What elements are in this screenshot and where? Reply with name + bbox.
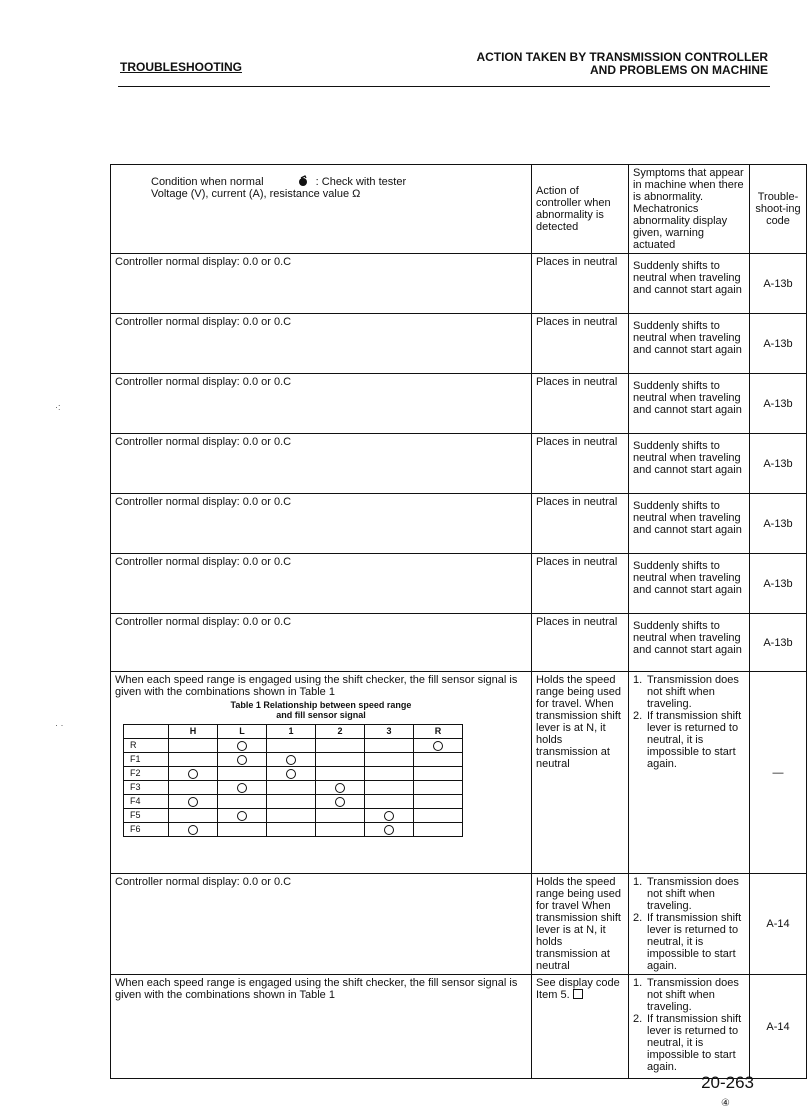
circle-mark-icon (286, 769, 296, 779)
page-number: 20-263 (701, 1073, 754, 1092)
table1-row (124, 823, 463, 837)
speed-range-table (123, 724, 463, 837)
row-code: A-13b (750, 374, 807, 434)
table1-cell (169, 753, 218, 767)
table1-cell (169, 767, 218, 781)
row-code: A-13b (750, 314, 807, 374)
row-condition: Controller normal display: 0.0 or 0.C (111, 494, 532, 554)
row-action (532, 975, 629, 1079)
table1-cell (365, 781, 414, 795)
table1-cell (218, 767, 267, 781)
table1-cell (218, 739, 267, 753)
table-row (111, 975, 807, 1079)
circle-mark-icon (237, 783, 247, 793)
table1-cell (316, 809, 365, 823)
table1-title-line2: and fill sensor signal (276, 710, 366, 720)
row-symptom (629, 874, 750, 975)
table1-row (124, 781, 463, 795)
table1-cell (414, 781, 463, 795)
row-symptom: Suddenly shifts to neutral when traveling and cannot start again (629, 374, 750, 434)
table-row (111, 614, 807, 672)
table1-row-label: R (124, 739, 169, 753)
table1-row-label: F4 (124, 795, 169, 809)
table1-cell (365, 767, 414, 781)
row-condition: Controller normal display: 0.0 or 0.C (111, 254, 532, 314)
table1-cell (169, 739, 218, 753)
table1-cell (218, 809, 267, 823)
row-symptom: Suddenly shifts to neutral when traveling and cannot start again (629, 434, 750, 494)
circle-mark-icon (335, 797, 345, 807)
table1-cell (218, 795, 267, 809)
row-code: A-13b (750, 494, 807, 554)
row-action: Holds the speed range being used for travel. When transmission shift lever is at N, it holds transmission at neutral (532, 672, 629, 874)
table1-cell (316, 781, 365, 795)
table1-cell (414, 767, 463, 781)
row-action: Places in neutral (532, 254, 629, 314)
symptom-item: 1. Transmission does not shift when traveling. (633, 977, 739, 1013)
table-row (111, 254, 807, 314)
header-symptoms: Symptoms that appear in machine when there is abnormality. Mechatronics abnormality display given, warning actuated (629, 165, 750, 254)
table-row (111, 434, 807, 494)
row-symptom: Suddenly shifts to neutral when traveling and cannot start again (629, 314, 750, 374)
circle-mark-icon (188, 825, 198, 835)
fill-sensor-condition: When each speed range is engaged using the shift checker, the fill sensor signal is given with the combinations shown in Table 1 (115, 674, 518, 698)
header-code: Trouble-shoot-ing code (750, 165, 807, 254)
table1-col-header: H (169, 725, 218, 739)
table1-col-header: 1 (267, 725, 316, 739)
table1-cell (414, 809, 463, 823)
table1-cell (267, 767, 316, 781)
row-code: A-13b (750, 614, 807, 672)
row-condition: Controller normal display: 0.0 or 0.C (111, 314, 532, 374)
table1-cell (267, 753, 316, 767)
table1-row (124, 795, 463, 809)
symptom-item: 2. If transmission shift lever is returned to neutral, it is impossible to start again. (633, 912, 742, 972)
table1-row (124, 809, 463, 823)
row-code: — (750, 672, 807, 874)
row-condition: Controller normal display: 0.0 or 0.C (111, 554, 532, 614)
circle-mark-icon (237, 755, 247, 765)
table1-cell (316, 795, 365, 809)
header-units-note: Voltage (V), current (A), resistance value Ω (151, 188, 361, 200)
table1-row-label: F5 (124, 809, 169, 823)
row-action: Places in neutral (532, 614, 629, 672)
row-symptom: Suddenly shifts to neutral when traveling and cannot start again (629, 614, 750, 672)
table1-col-header: 3 (365, 725, 414, 739)
row-action: Places in neutral (532, 494, 629, 554)
table1-cell (169, 781, 218, 795)
table1-cell (365, 823, 414, 837)
symptom-item: 2. If transmission shift lever is returned to neutral, it is impossible to start again. (633, 1013, 742, 1073)
circle-mark-icon (237, 741, 247, 751)
table1-cell (414, 753, 463, 767)
table1-cell (365, 809, 414, 823)
table1-cell (267, 823, 316, 837)
table1-row-label: F6 (124, 823, 169, 837)
table1-col-header: R (414, 725, 463, 739)
table1-cell (267, 739, 316, 753)
header-condition-label: Condition when normal (151, 176, 264, 188)
table1-cell (218, 823, 267, 837)
row-action: Holds the speed range being used for travel When transmission shift lever is at N, it holds transmission at neutral (532, 874, 629, 975)
row-condition: Controller normal display: 0.0 or 0.C (111, 874, 532, 975)
table1-col-header: 2 (316, 725, 365, 739)
header-rule (118, 86, 770, 87)
page-heading-line2: AND PROBLEMS ON MACHINE (589, 63, 768, 77)
tester-probe-icon (297, 175, 309, 187)
row-condition: Controller normal display: 0.0 or 0.C (111, 434, 532, 494)
margin-mark: ·: (55, 402, 61, 412)
table1-row-label: F1 (124, 753, 169, 767)
circle-mark-icon (188, 769, 198, 779)
table-row (111, 494, 807, 554)
circle-mark-icon (384, 825, 394, 835)
row-code: A-14 (750, 874, 807, 975)
table1-cell (169, 809, 218, 823)
table1-cell (267, 795, 316, 809)
table1-cell (414, 795, 463, 809)
row-condition: Controller normal display: 0.0 or 0.C (111, 374, 532, 434)
row-code: A-13b (750, 434, 807, 494)
table-row (111, 554, 807, 614)
table1-col-header: L (218, 725, 267, 739)
revision-mark: ④ (721, 1098, 730, 1109)
circle-mark-icon (433, 741, 443, 751)
table1-title-line1: Table 1 Relationship between speed range (230, 700, 412, 710)
table-row (111, 672, 807, 874)
table1-cell (267, 781, 316, 795)
margin-mark: · · (55, 720, 64, 730)
table1-cell (365, 739, 414, 753)
table-row (111, 314, 807, 374)
header-tester-note: : Check with tester (315, 176, 407, 188)
row-action: Places in neutral (532, 314, 629, 374)
table1-row-label: F2 (124, 767, 169, 781)
table1-title (115, 700, 527, 720)
table1-cell (414, 823, 463, 837)
table1-cell (365, 753, 414, 767)
table1-cell (414, 739, 463, 753)
circle-mark-icon (335, 783, 345, 793)
row-symptom (629, 975, 750, 1079)
table1-cell (169, 823, 218, 837)
section-title: TROUBLESHOOTING (120, 60, 242, 74)
table1-cell (169, 795, 218, 809)
square-icon (573, 989, 583, 999)
row-symptom: Suddenly shifts to neutral when traveling and cannot start again (629, 494, 750, 554)
symptom-item: 2. If transmission shift lever is returned to neutral, it is impossible to start again. (633, 710, 742, 770)
row-condition (111, 672, 532, 874)
see-display-code: See display code Item 5. (536, 977, 620, 1001)
table-row (111, 374, 807, 434)
row-code: A-13b (750, 554, 807, 614)
table1-corner (124, 725, 169, 739)
table1-row (124, 753, 463, 767)
row-code: A-14 (750, 975, 807, 1079)
table1-cell (316, 739, 365, 753)
table-row (111, 874, 807, 975)
table1-cell (316, 767, 365, 781)
header-action: Action of controller when abnormality is detected (532, 165, 629, 254)
row-action: Places in neutral (532, 554, 629, 614)
table1-row (124, 767, 463, 781)
circle-mark-icon (237, 811, 247, 821)
header-condition (111, 165, 532, 254)
table1-cell (218, 781, 267, 795)
circle-mark-icon (286, 755, 296, 765)
table1-cell (365, 795, 414, 809)
row-symptom: Suddenly shifts to neutral when traveling and cannot start again (629, 254, 750, 314)
table1-cell (267, 809, 316, 823)
row-code: A-13b (750, 254, 807, 314)
row-action: Places in neutral (532, 374, 629, 434)
table1-cell (316, 823, 365, 837)
row-symptom (629, 672, 750, 874)
table1-cell (218, 753, 267, 767)
row-condition: When each speed range is engaged using the shift checker, the fill sensor signal is given with the combinations shown in Table 1 (111, 975, 532, 1079)
table-header-row (111, 165, 807, 254)
row-symptom: Suddenly shifts to neutral when traveling and cannot start again (629, 554, 750, 614)
troubleshooting-table (110, 164, 807, 1079)
table1-cell (316, 753, 365, 767)
page-heading (476, 51, 768, 77)
row-action: Places in neutral (532, 434, 629, 494)
page-heading-line1: ACTION TAKEN BY TRANSMISSION CONTROLLER (476, 50, 768, 64)
row-condition: Controller normal display: 0.0 or 0.C (111, 614, 532, 672)
symptom-item: 1. Transmission does not shift when traveling. (633, 876, 739, 912)
circle-mark-icon (188, 797, 198, 807)
circle-mark-icon (384, 811, 394, 821)
table1-header-row (124, 725, 463, 739)
table1-row-label: F3 (124, 781, 169, 795)
table1-row (124, 739, 463, 753)
symptom-item: 1. Transmission does not shift when traveling. (633, 674, 739, 710)
